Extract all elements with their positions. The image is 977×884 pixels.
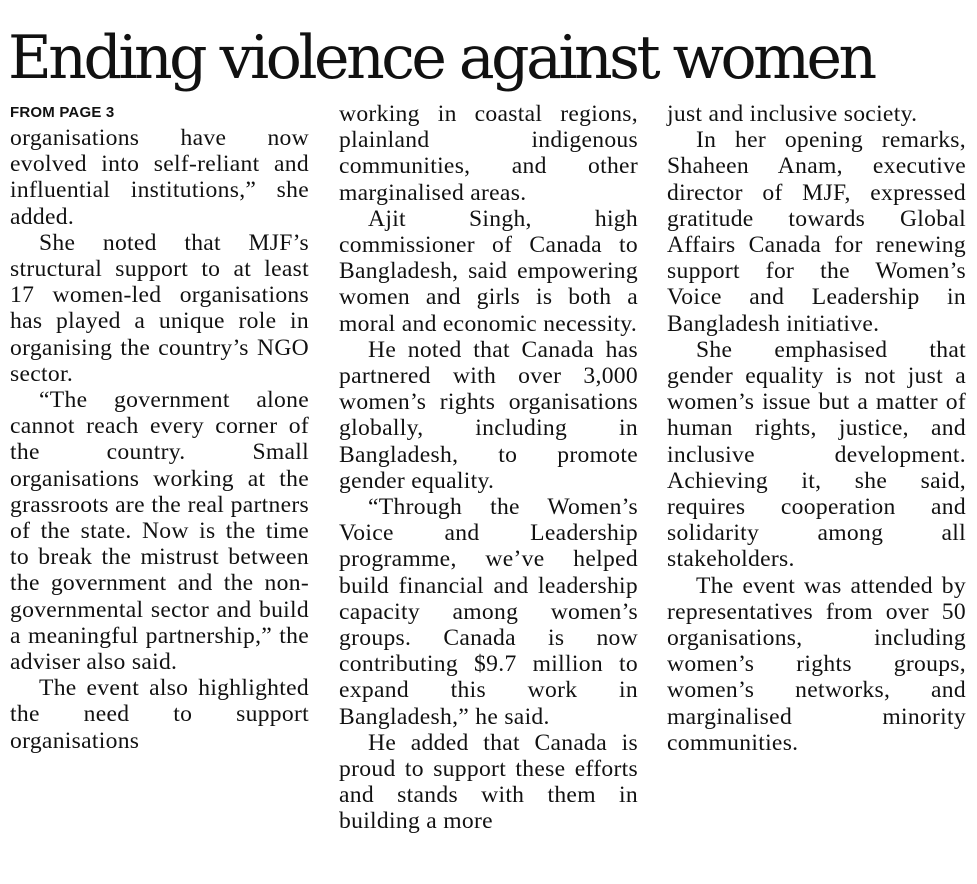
paragraph: “The government alone cannot reach every corner of the country. Small organisations working at the grassroots are the real partners of the state. Now is the time to break the mistrust between the government and the non-governmental sector and build a meaningful partnership,” the adviser also said. [10, 387, 309, 676]
paragraph: working in coastal regions, plainland indigenous communities, and other marginalised areas. [339, 101, 638, 206]
paragraph: She emphasised that gender equality is not just a women’s issue but a matter of human rights, justice, and inclusive development. Achieving it, she said, requires cooperation and solidarity among all stakeholders. [667, 336, 966, 573]
paragraph: He added that Canada is proud to support these efforts and stands with them in building a more [339, 729, 638, 835]
continuation-kicker: FROM PAGE 3 [10, 104, 115, 121]
paragraph: She noted that MJF’s structural support to at least 17 women-led organisations has played a unique role in organising the country’s NGO sector. [10, 229, 309, 387]
paragraph: The event was attended by representatives from over 50 organisations, including women’s rights groups, women’s networks, and marginalised minority communities. [667, 572, 966, 756]
article-column-1 [10, 101, 309, 754]
paragraph: “Through the Women’s Voice and Leadership programme, we’ve helped build financial and leadership capacity among women’s groups. Canada is now contributing $9.7 million to expand this work in Bangladesh,” he said. [339, 494, 638, 730]
paragraph: organisations have now evolved into self-reliant and influential institutions,” she added. [10, 125, 309, 230]
paragraph: Ajit Singh, high commissioner of Canada to Bangladesh, said empowering women and girls is both a moral and economic necessity. [339, 205, 638, 337]
paragraph: He noted that Canada has partnered with over 3,000 women’s rights organisations globally, including in Bangladesh, to promote gender equality. [339, 336, 638, 494]
paragraph: just and inclusive society. [667, 101, 918, 127]
paragraph: The event also highlighted the need to support organisations [10, 675, 309, 754]
paragraph: In her opening remarks, Shaheen Anam, executive director of MJF, expressed gratitude towards Global Affairs Canada for renewing support for the Women’s Voice and Leadership in Bangladesh initiative. [667, 127, 966, 337]
article-column-2 [339, 101, 638, 835]
article-column-3 [667, 101, 966, 756]
headline: Ending violence against women [8, 23, 874, 93]
